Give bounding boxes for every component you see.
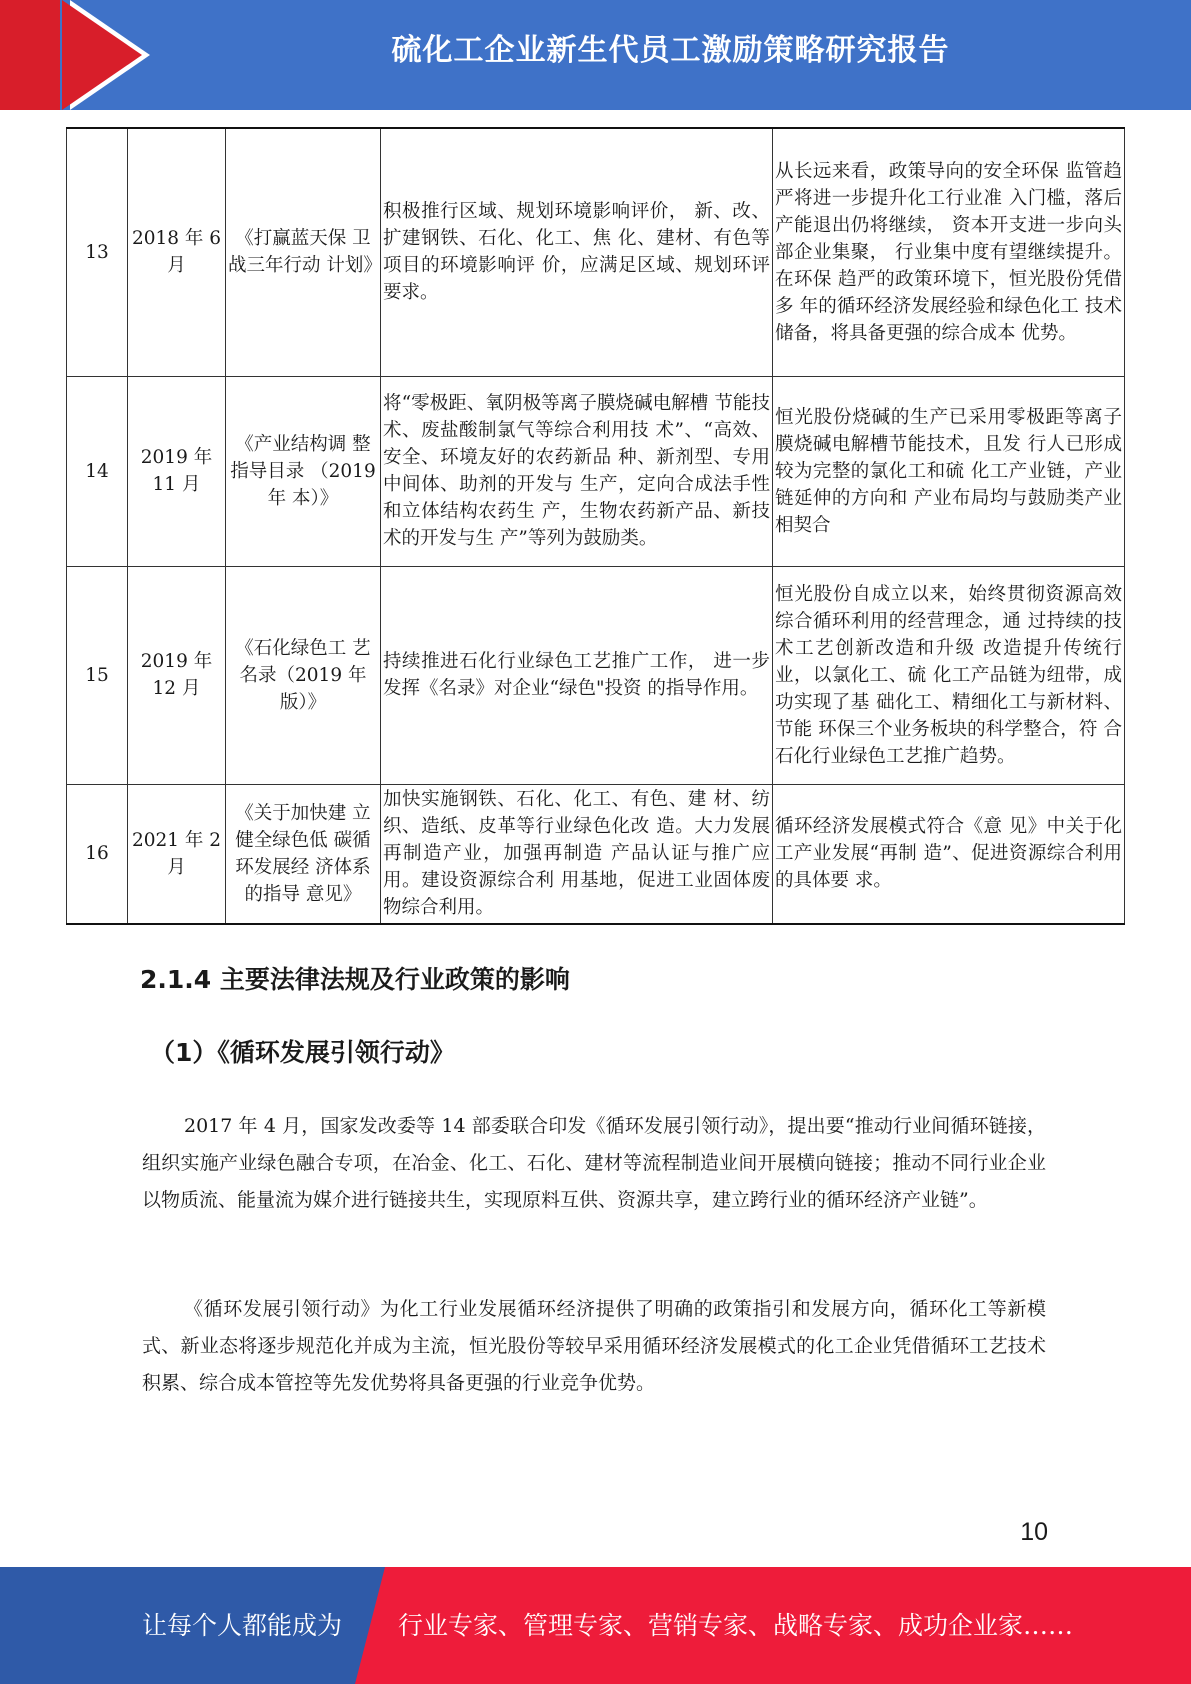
cell-policy-name: 《石化绿色工 艺名录（2019 年版）》 — [226, 566, 381, 784]
table-row — [67, 566, 1125, 784]
body-paragraph: 2017 年 4 月，国家发改委等 14 部委联合印发《循环发展引领行动》，提出要“推动行业间循环链接，组织实施产业绿色融合专项，在冶金、化工、石化、建材等流程制造业间开展横向链接；推动不同行业企业以物质流、能量流为媒介进行链接共生，实现原料互供、资源共享，建立跨行业的循环经济产业链”。 — [142, 1115, 1046, 1211]
cell-impact: 恒光股份烧碱的生产已采用零极距等离子膜烧碱电解槽节能技术，且发 行人已形成较为完整的氯化工和硫 化工产业链，产业链延伸的方向和 产业布局均与鼓励类产业相契合 — [773, 376, 1125, 566]
cell-policy-name: 《打赢蓝天保 卫战三年行动 计划》 — [226, 128, 381, 376]
cell-content: 积极推行区域、规划环境影响评价， 新、改、扩建钢铁、石化、化工、焦 化、建材、有色等项目的环境影响评 价，应满足区域、规划环评要求。 — [381, 128, 773, 376]
cell-no: 16 — [67, 784, 128, 924]
cell-date: 2019 年 11 月 — [128, 376, 226, 566]
cell-impact: 恒光股份自成立以来，始终贯彻资源高效综合循环利用的经营理念，通 过持续的技术工艺创新改造和升级 改造提升传统行业，以氯化工、硫 化工产品链为纽带，成功实现了基 础化工、精细化工与新材料、节能 环保三个业务板块的科学整合，符 合石化行业绿色工艺推广趋势。 — [773, 566, 1125, 784]
body-paragraph: 《循环发展引领行动》为化工行业发展循环经济提供了明确的政策指引和发展方向，循环化工等新模式、新业态将逐步规范化并成为主流，恒光股份等较早采用循环经济发展模式的化工企业凭借循环工艺技术积累、综合成本管控等先发优势将具备更强的行业竞争优势。 — [142, 1298, 1046, 1394]
cell-impact: 从长远来看，政策导向的安全环保 监管趋严将进一步提升化工行业准 入门槛，落后产能退出仍将继续， 资本开支进一步向头部企业集聚， 行业集中度有望继续提升。在环保 趋严的政策环境下，恒光股份凭借多 年的循环经济发展经验和绿色化工 技术储备，将具备更强的综合成本 优势。 — [773, 128, 1125, 376]
header-red-block — [0, 0, 60, 110]
header-title: 硫化工企业新生代员工激励策略研究报告 — [391, 33, 950, 68]
policy-table — [66, 127, 1125, 925]
footer-slogan-right: 行业专家、管理专家、营销专家、战略专家、成功企业家…… — [398, 1611, 1074, 1640]
page-number: 10 — [1020, 1518, 1048, 1546]
cell-content: 加快实施钢铁、石化、化工、有色、建 材、纺织、造纸、皮革等行业绿色化改 造。大力发展再制造产业，加强再制造 产品认证与推广应用。建设资源综合利 用基地，促进工业固体废物综合利用。 — [381, 784, 773, 924]
page-header — [0, 0, 1191, 110]
subsection-heading: （1）《循环发展引领行动》 — [150, 1038, 455, 1067]
page-footer — [0, 1567, 1191, 1684]
footer-slogan-left: 让每个人都能成为 — [142, 1611, 343, 1640]
cell-no: 13 — [67, 128, 128, 376]
cell-impact: 循环经济发展模式符合《意 见》中关于化工产业发展“再制 造”、促进资源综合利用的具体要 求。 — [773, 784, 1125, 924]
section-heading: 2.1.4 主要法律法规及行业政策的影响 — [140, 965, 570, 994]
cell-content: 持续推进石化行业绿色工艺推广工作， 进一步发挥《名录》对企业“绿色"投资 的指导作用。 — [381, 566, 773, 784]
cell-date: 2019 年 12 月 — [128, 566, 226, 784]
table-row — [67, 784, 1125, 924]
cell-policy-name: 《产业结构调 整指导目录 （2019 年 本）》 — [226, 376, 381, 566]
cell-no: 14 — [67, 376, 128, 566]
cell-date: 2021 年 2月 — [128, 784, 226, 924]
table-row — [67, 128, 1125, 376]
cell-no: 15 — [67, 566, 128, 784]
header-red-chevron — [62, 0, 142, 110]
cell-policy-name: 《关于加快建 立健全绿色低 碳循环发展经 济体系的指导 意见》 — [226, 784, 381, 924]
cell-date: 2018 年 6月 — [128, 128, 226, 376]
table-row — [67, 376, 1125, 566]
cell-content: 将“零极距、氧阴极等离子膜烧碱电解槽 节能技术、废盐酸制氯气等综合利用技 术”、“高效、安全、环境友好的农药新品 种、新剂型、专用中间体、助剂的开发与 生产，定向合成法手性和立体结构农药生 产，生物农药新产品、新技术的开发与生 产”等列为鼓励类。 — [381, 376, 773, 566]
footer-blue-slant — [355, 1567, 385, 1684]
